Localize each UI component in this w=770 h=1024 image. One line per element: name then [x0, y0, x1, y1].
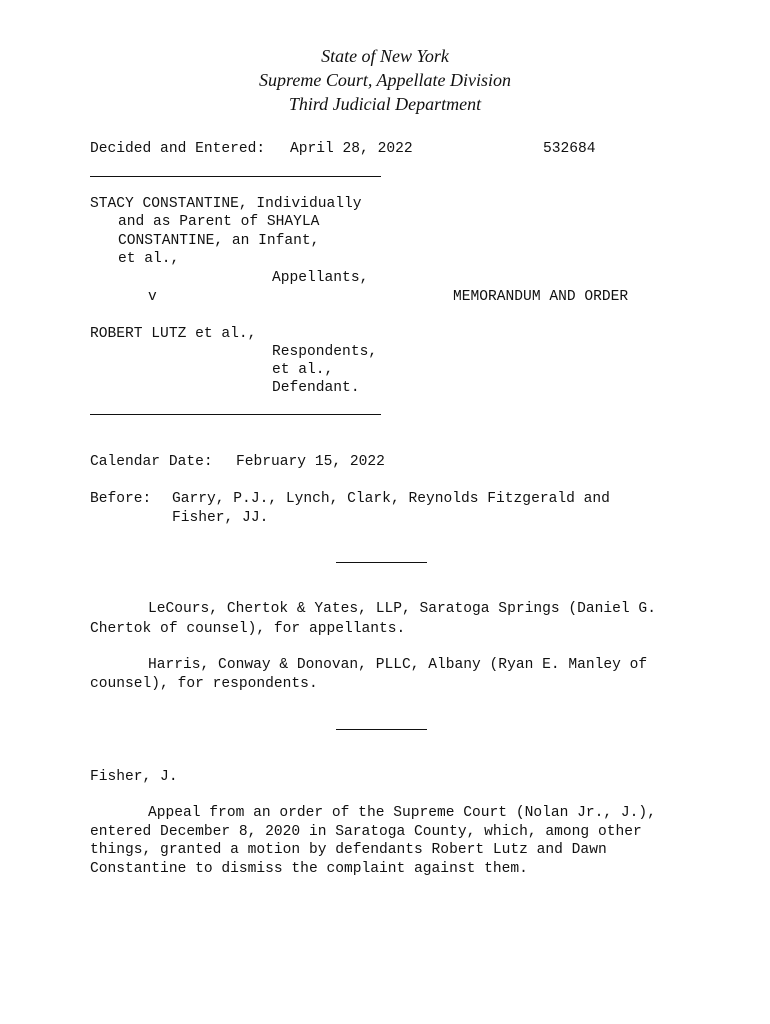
decided-label: Decided and Entered:	[90, 141, 266, 157]
versus: v	[148, 289, 157, 305]
docket-number: 532684	[543, 141, 596, 157]
opinion-line-2: entered December 8, 2020 in Saratoga County, which, among other	[90, 824, 642, 840]
plaintiff-role: Appellants,	[272, 270, 369, 286]
court-state: State of New York	[321, 46, 449, 66]
calendar-date: February 15, 2022	[236, 454, 385, 470]
court-name: Supreme Court, Appellate Division	[259, 70, 511, 90]
section-divider-1	[336, 562, 427, 563]
decided-date: April 28, 2022	[290, 141, 413, 157]
panel-line-1: Garry, P.J., Lynch, Clark, Reynolds Fitzgerald and	[172, 491, 610, 507]
opinion-line-4: Constantine to dismiss the complaint against them.	[90, 861, 528, 877]
opinion-author: Fisher, J.	[90, 769, 178, 785]
opinion-line-3: things, granted a motion by defendants Robert Lutz and Dawn	[90, 842, 607, 858]
respondents-counsel-line-1: Harris, Conway & Donovan, PLLC, Albany (Ryan E. Manley of	[148, 657, 648, 673]
panel-label: Before:	[90, 491, 152, 507]
defendant-role-1: Respondents,	[272, 344, 378, 360]
caption-top-rule	[90, 176, 381, 177]
plaintiff-line-2: and as Parent of SHAYLA	[118, 214, 320, 230]
section-divider-2	[336, 729, 427, 730]
plaintiff-line-1: STACY CONSTANTINE, Individually	[90, 196, 362, 212]
plaintiff-line-4: et al.,	[118, 251, 180, 267]
document-type: MEMORANDUM AND ORDER	[453, 289, 629, 305]
court-department: Third Judicial Department	[288, 94, 482, 114]
defendant-role-2: et al.,	[272, 362, 334, 378]
defendant-role-3: Defendant.	[272, 380, 360, 396]
opinion-line-1: Appeal from an order of the Supreme Court (Nolan Jr., J.),	[148, 805, 656, 821]
calendar-label: Calendar Date:	[90, 454, 213, 470]
appellants-counsel-line-2: Chertok of counsel), for appellants.	[90, 621, 406, 637]
caption-bottom-rule	[90, 414, 381, 415]
appellants-counsel-line-1: LeCours, Chertok & Yates, LLP, Saratoga Springs (Daniel G.	[148, 601, 656, 617]
defendant-line-1: ROBERT LUTZ et al.,	[90, 326, 257, 342]
panel-line-2: Fisher, JJ.	[172, 510, 269, 526]
respondents-counsel-line-2: counsel), for respondents.	[90, 676, 318, 692]
plaintiff-line-3: CONSTANTINE, an Infant,	[118, 233, 320, 249]
